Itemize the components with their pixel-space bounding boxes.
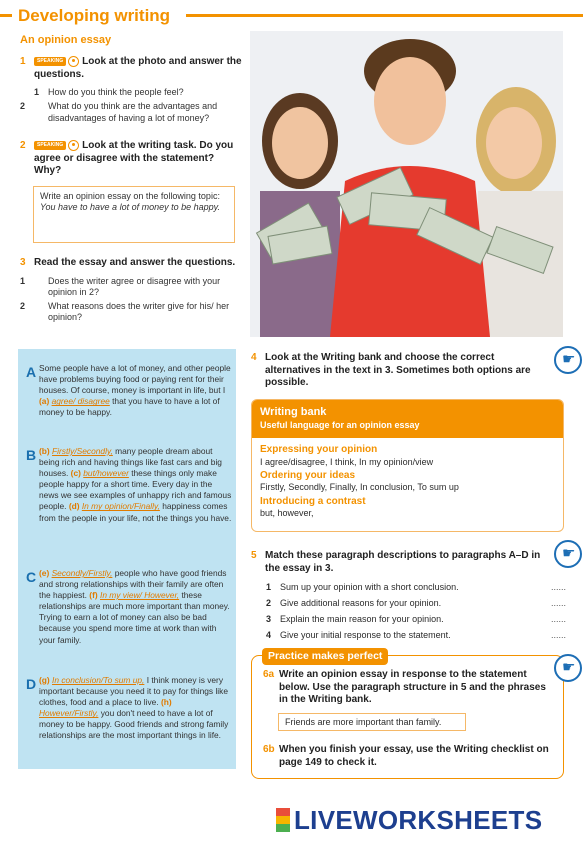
option-d[interactable]: (d) In my opinion/Finally,	[68, 501, 160, 512]
writing-bank-body	[252, 438, 563, 523]
question-4	[251, 352, 531, 390]
sub-item: 2 What do you think are the advantages and disadvantages of having a lot of money?	[20, 101, 218, 123]
paragraph-letter: C	[26, 569, 37, 585]
question-6b	[263, 744, 553, 769]
question-3	[20, 257, 242, 324]
question-text: Look at the Writing bank and choose the correct alternatives in the text in 3. Sometimes both options are possible.	[265, 352, 531, 388]
writing-bank-title: Writing bank	[260, 406, 327, 418]
paragraph-b: B (b) Firstly/Secondly, many people dream about being rich and having things like fast cars and big houses. (c) but/however these things only make people happy for a short time. Every day in the news we see examples of unhappy rich and famous people. (d) In my opinion/Finally, happiness comes from the people in your life, not the things you have.	[26, 446, 232, 523]
speaking-icon	[68, 56, 79, 67]
speaking-badge: SPEAKING	[34, 141, 66, 149]
writing-bank-header	[252, 400, 563, 438]
section-body: I agree/disagree, I think, In my opinion/view	[260, 456, 434, 467]
section-heading: Expressing your opinion	[260, 444, 378, 455]
question-number: 1	[20, 56, 26, 67]
sub-item: 1 How do you think the people feel?	[34, 87, 184, 98]
question-1	[20, 56, 242, 124]
speaking-badge: SPEAKING	[34, 57, 66, 65]
match-item: 3 Explain the main reason for your opinion. ......	[266, 614, 566, 624]
question-number: 5	[251, 550, 257, 561]
question-2	[20, 140, 242, 178]
match-item: 4 Give your initial response to the statement. ......	[266, 630, 566, 640]
match-item: 2 Give additional reasons for your opinion. ......	[266, 598, 566, 608]
option-h[interactable]: (h) However/Firstly,	[39, 697, 172, 719]
question-number: 6b	[263, 744, 275, 755]
section-subtitle: An opinion essay	[20, 34, 112, 46]
paragraph-letter: D	[26, 676, 37, 692]
hand-pointer-icon[interactable]: ☛	[554, 346, 582, 374]
paragraph-letter: B	[26, 447, 37, 463]
hand-pointer-icon[interactable]: ☛	[554, 540, 582, 568]
section-heading: Introducing a contrast	[260, 495, 366, 507]
section-heading: Ordering your ideas	[260, 469, 356, 481]
question-text: Look at the photo and answer the questions.	[34, 56, 242, 80]
paragraph-a: A Some people have a lot of money, and other people have problems buying food or paying rent for their houses. Of course, money is important in life, but I (a) agree/ disagree that you have to have a lot of money to be happy.	[26, 363, 231, 418]
answer-blank[interactable]: ......	[550, 630, 566, 640]
option-b[interactable]: (b) Firstly/Secondly,	[39, 446, 113, 456]
liveworksheets-logo-icon	[276, 808, 290, 832]
title-bar	[0, 5, 583, 27]
answer-blank[interactable]: ......	[550, 614, 566, 624]
sub-item: 2 What reasons does the writer give for his/ her opinion?	[20, 301, 230, 323]
speaking-icon	[68, 140, 79, 151]
option-e[interactable]: (e) Secondly/Firstly,	[39, 568, 113, 578]
section-body: but, however,	[260, 508, 314, 518]
question-number: 3	[20, 257, 26, 268]
question-5	[251, 550, 557, 575]
task-topic: You have to have a lot of money to be happy.	[40, 202, 220, 213]
writing-bank-subtitle: Useful language for an opinion essay	[260, 419, 420, 430]
question-number: 2	[20, 140, 26, 151]
match-item: 1 Sum up your opinion with a short conclusion. ......	[266, 582, 566, 592]
writing-task-box	[33, 186, 235, 243]
hand-pointer-icon[interactable]: ☛	[554, 654, 582, 682]
option-c[interactable]: (c) but/however	[70, 468, 129, 479]
answer-blank[interactable]: ......	[550, 582, 566, 592]
title-dash	[0, 14, 12, 17]
writing-bank	[251, 399, 564, 532]
option-a[interactable]: (a) agree/ disagree	[39, 396, 110, 407]
question-number: 6a	[263, 669, 275, 680]
essay-box	[18, 349, 236, 769]
option-f[interactable]: (f) In my view/ However,	[89, 590, 180, 601]
question-text: Read the essay and answer the questions.	[34, 257, 236, 268]
option-g[interactable]: (g) In conclusion/To sum up,	[39, 675, 145, 685]
question-text: Match these paragraph descriptions to paragraphs A–D in the essay in 3.	[265, 550, 541, 574]
practice-tab: Practice makes perfect	[262, 648, 388, 665]
question-text: When you finish your essay, use the Writing checklist on page 149 to check it.	[279, 744, 549, 768]
question-number: 4	[251, 352, 257, 363]
liveworksheets-logo: LIVEWORKSHEETS	[294, 805, 543, 835]
paragraph-d: D (g) In conclusion/To sum up, I think money is very important because you need it to pay for things like clothes, food and a place to live. (h) However/Firstly, you don't need to have a lot of money to be happy. Good friends and strong family relationships are the most important things in life.	[26, 675, 229, 741]
sub-item: 1 Does the writer agree or disagree with your opinion in 2?	[20, 275, 221, 297]
answer-blank[interactable]: ......	[550, 598, 566, 608]
section-body: Firstly, Secondly, Finally, In conclusion, To sum up	[260, 482, 459, 493]
question-text: Write an opinion essay in response to the statement below. Use the paragraph structure in 5 and the phrases in the Writing bank.	[279, 669, 546, 705]
teens-with-money-photo	[250, 31, 563, 337]
page-title: Developing writing	[18, 6, 171, 25]
title-rule	[186, 14, 583, 17]
paragraph-letter: A	[26, 364, 37, 380]
task-intro: Write an opinion essay on the following topic:	[40, 191, 220, 201]
statement-box: Friends are more important than family.	[278, 713, 466, 731]
question-text: Look at the writing task. Do you agree or disagree with the statement? Why?	[34, 140, 234, 177]
question-6a	[263, 669, 553, 707]
paragraph-c: C (e) Secondly/Firstly, people who have good friends and strong relationships with their family are often the happiest. (f) In my view/ However, these relationships are much more important than money. Trying to earn a lot of money can also be bad because you spend more time at work than with your family.	[26, 568, 230, 645]
